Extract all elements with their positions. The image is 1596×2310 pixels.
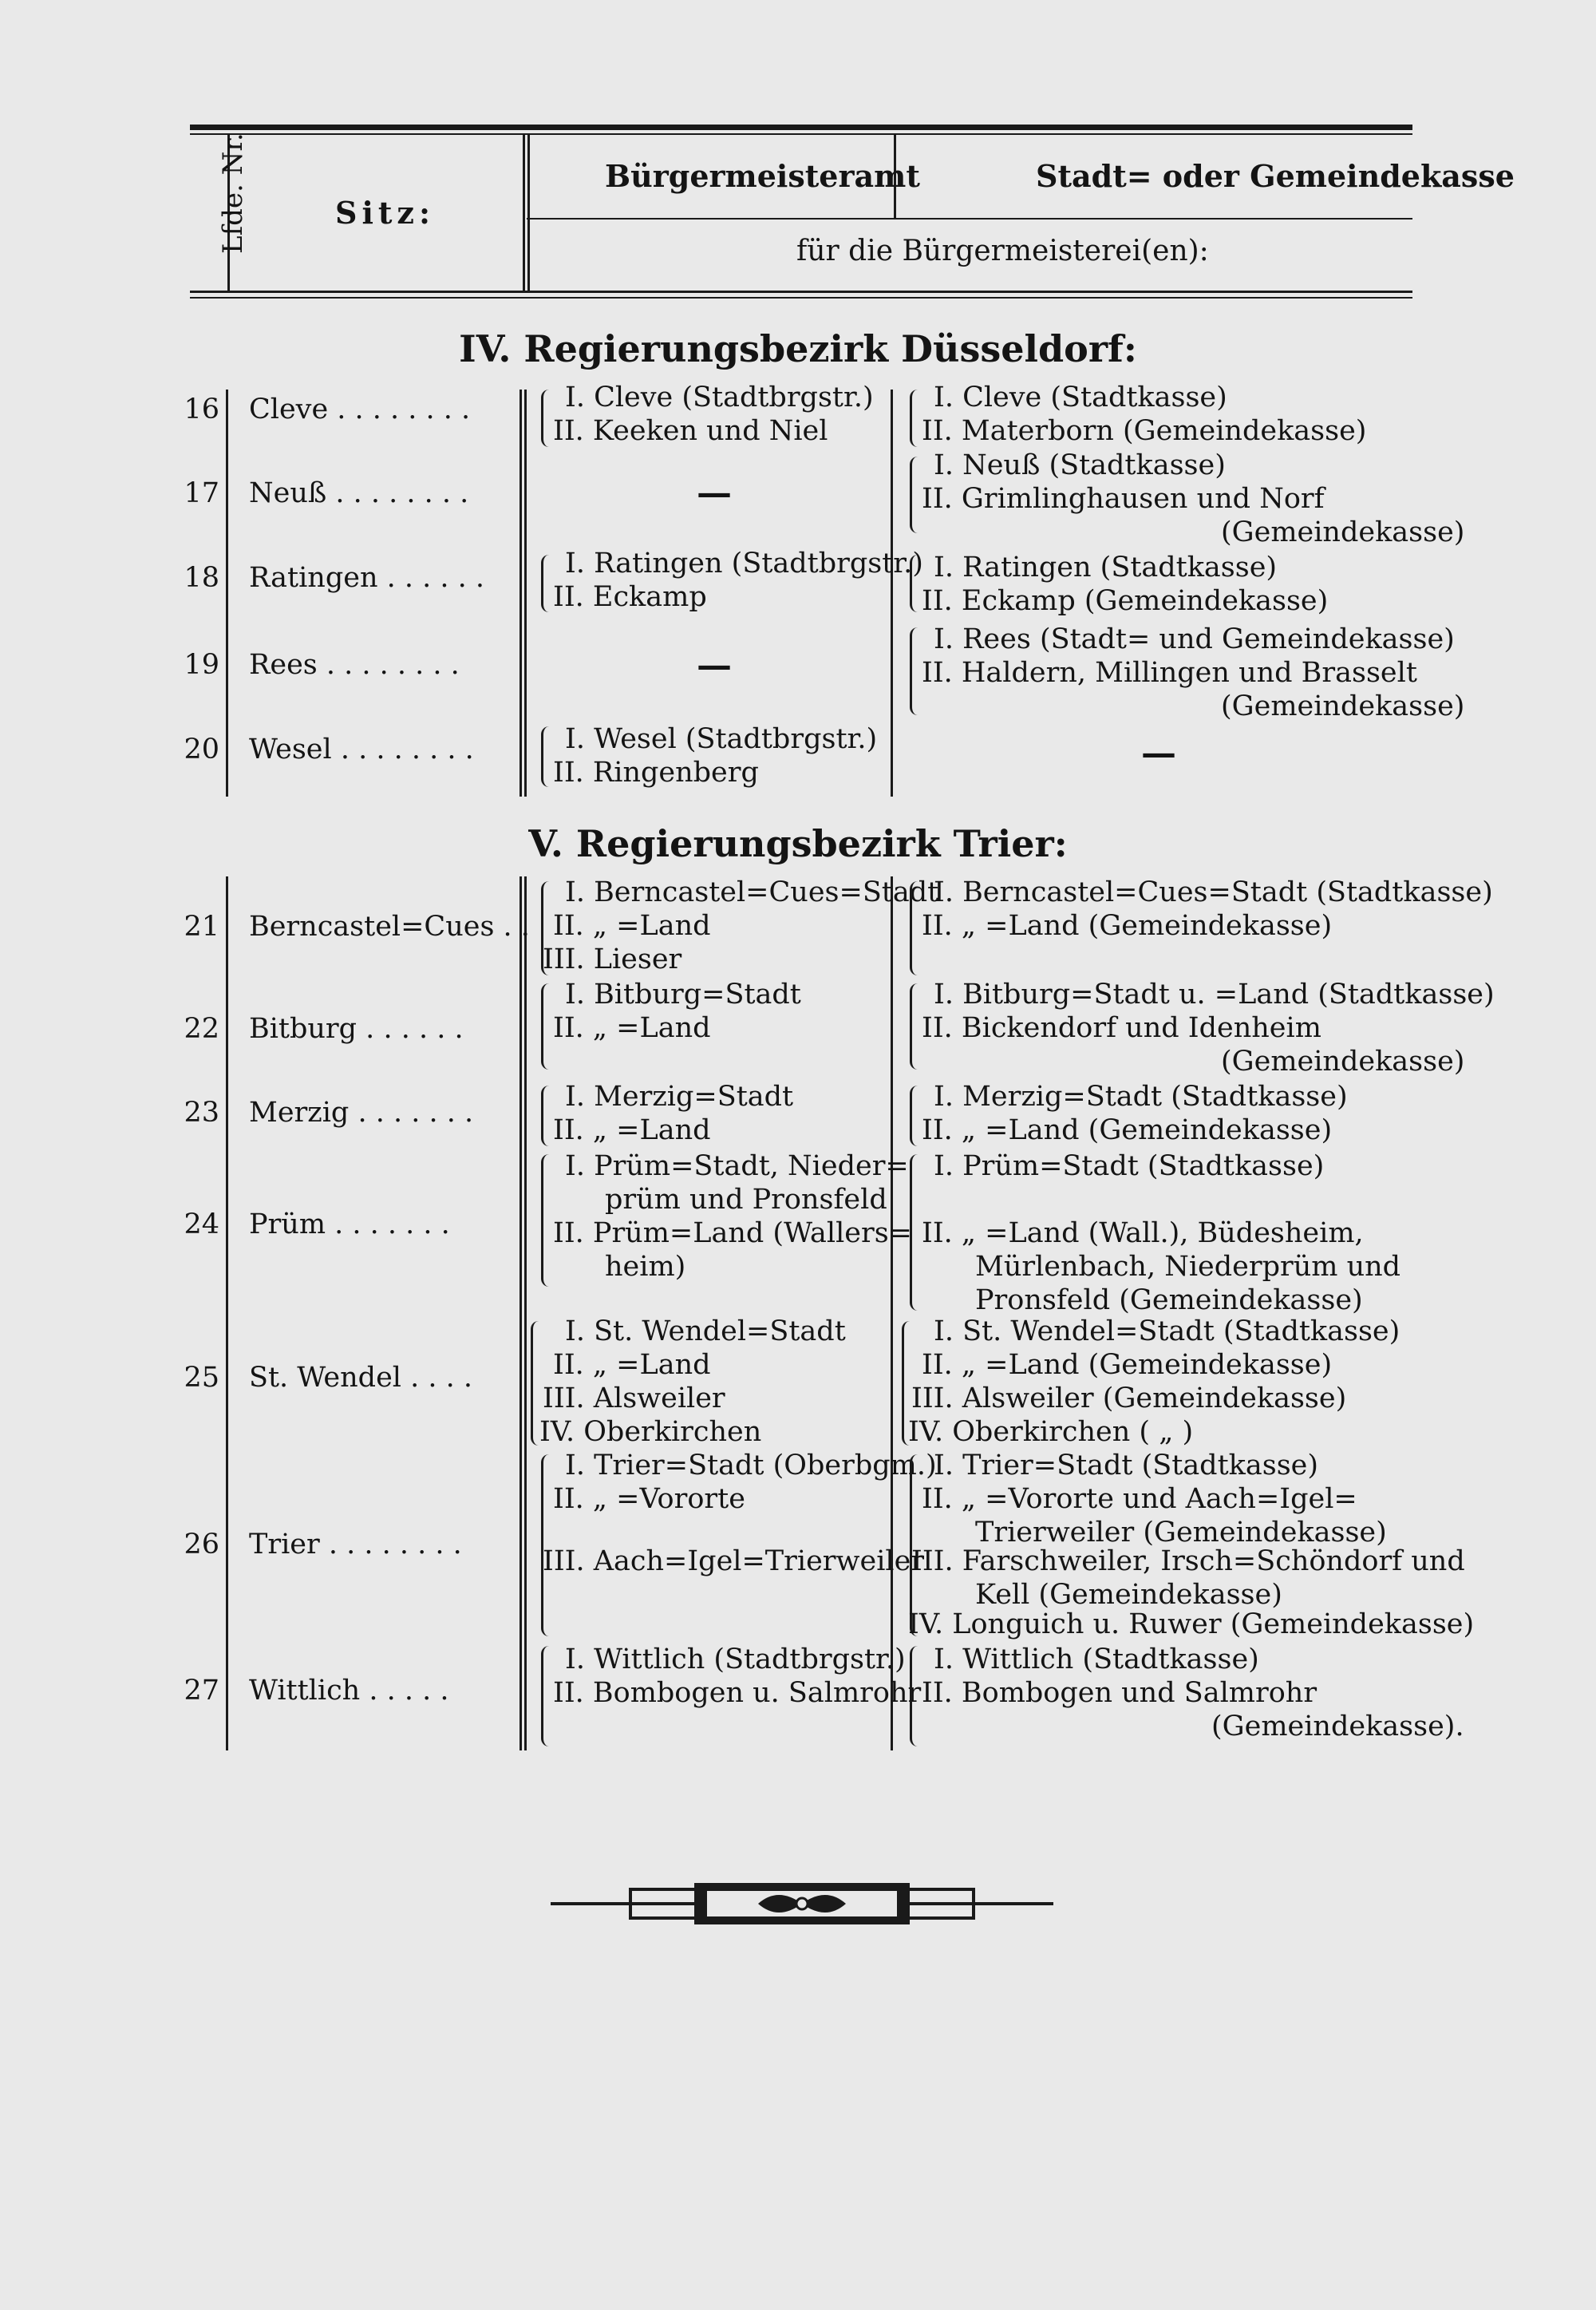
kasse-line: II. Eckamp (Gemeindekasse) [922, 585, 1329, 617]
header-bottom-rule [190, 291, 1412, 293]
amt-line: I. Cleve (Stadtbrgstr.) [565, 382, 874, 413]
amt-line: III. Alsweiler [543, 1382, 725, 1414]
row-sitz: Rees . . . . . . . . [249, 649, 460, 681]
row-sitz: St. Wendel . . . . [249, 1362, 472, 1394]
amt-dash: — [697, 645, 732, 686]
kasse-line: (Gemeindekasse) [1221, 690, 1465, 722]
kasse-line: Trierweiler (Gemeindekasse) [975, 1517, 1387, 1549]
kasse-line: III. Farschweiler, Irsch=Schöndorf und [911, 1545, 1465, 1577]
column-header-amt: Bürgermeisteramt [605, 158, 920, 194]
amt-line: II. Ringenberg [553, 757, 759, 789]
body-line-sitz-b [524, 390, 527, 797]
body-line-sitz-a [519, 390, 522, 797]
kasse-line: IV. Longuich u. Ruwer (Gemeindekasse) [908, 1608, 1475, 1640]
kasse-line: I. Cleve (Stadtkasse) [934, 382, 1227, 413]
amt-line: prüm und Pronsfeld [605, 1184, 887, 1216]
amt-line: I. Berncastel=Cues=Stadt [565, 876, 939, 908]
kasse-line: I. Bitburg=Stadt u. =Land (Stadtkasse) [934, 979, 1495, 1011]
row-sitz: Neuß . . . . . . . . [249, 477, 469, 509]
amt-line: II. „ =Vororte [553, 1483, 745, 1515]
amt-line: I. Merzig=Stadt [565, 1081, 794, 1113]
kasse-line: II. „ =Land (Gemeindekasse) [922, 1114, 1333, 1146]
column-header-sitz: Sitz: [335, 195, 436, 231]
row-number: 26 [184, 1529, 219, 1560]
header-divider-sitz [523, 134, 525, 291]
row-number: 16 [184, 394, 219, 425]
header-top-rule-thin [190, 133, 1412, 135]
row-sitz: Merzig . . . . . . . [249, 1097, 474, 1129]
amt-line: II. „ =Land [553, 910, 711, 942]
row-sitz: Bitburg . . . . . . [249, 1013, 464, 1045]
kasse-line: II. „ =Land (Gemeindekasse) [922, 1349, 1333, 1381]
row-number: 27 [184, 1675, 219, 1707]
kasse-dash: — [1141, 733, 1176, 773]
row-number: 17 [184, 477, 219, 509]
amt-line: II. „ =Land [553, 1349, 711, 1381]
row-sitz: Wittlich . . . . . [249, 1675, 449, 1707]
kasse-line: II. „ =Land (Wall.), Büdesheim, [922, 1217, 1364, 1249]
kasse-line: (Gemeindekasse) [1221, 516, 1465, 548]
kasse-line: I. Merzig=Stadt (Stadtkasse) [934, 1081, 1348, 1113]
row-sitz: Prüm . . . . . . . [249, 1208, 450, 1240]
row-number: 24 [184, 1208, 219, 1240]
kasse-line: II. Grimlinghausen und Norf [922, 483, 1325, 515]
amt-line: IV. Oberkirchen [539, 1416, 762, 1448]
header-divider-sitz-2 [527, 134, 530, 291]
header-top-rule [190, 125, 1412, 130]
amt-line: II. Bombogen u. Salmrohr [553, 1677, 922, 1709]
amt-line: I. Ratingen (Stadtbrgstr.) [565, 548, 923, 579]
row-sitz: Ratingen . . . . . . [249, 562, 484, 594]
body-line-nr [226, 390, 228, 797]
section-title-iv: IV. Regierungsbezirk Düsseldorf: [459, 327, 1137, 370]
kasse-line: II. „ =Vororte und Aach=Igel= [922, 1483, 1357, 1515]
column-header-nr: Lfde. Nr. [217, 133, 249, 254]
column-header-sub: für die Bürgermeisterei(en): [796, 235, 1209, 267]
kasse-line: I. Berncastel=Cues=Stadt (Stadtkasse) [934, 876, 1493, 908]
kasse-line: (Gemeindekasse) [1221, 1046, 1465, 1078]
amt-line: III. Aach=Igel=Trierweiler [543, 1545, 925, 1577]
amt-line: I. Wesel (Stadtbrgstr.) [565, 723, 878, 755]
header-mid-rule [527, 218, 1412, 220]
kasse-line: I. Prüm=Stadt (Stadtkasse) [934, 1150, 1325, 1182]
amt-line: III. Lieser [543, 943, 682, 975]
row-number: 20 [184, 734, 219, 765]
kasse-line: I. Trier=Stadt (Stadtkasse) [934, 1450, 1319, 1481]
kasse-line: I. St. Wendel=Stadt (Stadtkasse) [934, 1315, 1400, 1347]
section-title-v: V. Regierungsbezirk Trier: [528, 822, 1068, 865]
kasse-line: II. Haldern, Millingen und Brasselt [922, 657, 1417, 689]
row-number: 18 [184, 562, 219, 594]
row-number: 23 [184, 1097, 219, 1129]
amt-line: I. Prüm=Stadt, Nieder= [565, 1150, 909, 1182]
kasse-line: I. Neuß (Stadtkasse) [934, 449, 1226, 481]
kasse-line: II. Bickendorf und Idenheim [922, 1012, 1321, 1044]
body-line-amt-v [891, 876, 893, 1750]
amt-line: II. Keeken und Niel [553, 415, 828, 447]
body-line-nr-v [226, 876, 228, 1750]
kasse-line: II. Bombogen und Salmrohr [922, 1677, 1317, 1709]
row-sitz: Berncastel=Cues . . [249, 911, 530, 943]
amt-line: I. St. Wendel=Stadt [565, 1315, 846, 1347]
amt-line: I. Trier=Stadt (Oberbgm.) [565, 1450, 937, 1481]
kasse-line: Kell (Gemeindekasse) [975, 1579, 1282, 1611]
kasse-line: II. Materborn (Gemeindekasse) [922, 415, 1367, 447]
amt-line: heim) [605, 1251, 686, 1283]
amt-line: II. Prüm=Land (Wallers= [553, 1217, 912, 1249]
row-sitz: Wesel . . . . . . . . [249, 734, 474, 765]
kasse-line: II. „ =Land (Gemeindekasse) [922, 910, 1333, 942]
header-bottom-rule-thin [190, 297, 1412, 299]
body-line-amt [891, 390, 893, 797]
row-sitz: Cleve . . . . . . . . [249, 394, 471, 425]
amt-line: I. Bitburg=Stadt [565, 979, 801, 1011]
row-number: 21 [184, 911, 219, 943]
row-number: 25 [184, 1362, 219, 1394]
kasse-line: III. Alsweiler (Gemeindekasse) [911, 1382, 1347, 1414]
kasse-line: I. Ratingen (Stadtkasse) [934, 552, 1278, 583]
body-line-sitz-a-v [519, 876, 522, 1750]
amt-dash: — [697, 473, 732, 513]
row-number: 22 [184, 1013, 219, 1045]
kasse-line: Mürlenbach, Niederprüm und [975, 1251, 1401, 1283]
amt-line: I. Wittlich (Stadtbrgstr.) [565, 1644, 906, 1675]
amt-line: II. Eckamp [553, 581, 707, 613]
body-line-sitz-b-v [524, 876, 527, 1750]
ornament-divider-icon [551, 1880, 1053, 1928]
column-header-kasse: Stadt= oder Gemeindekasse [1036, 158, 1515, 194]
row-number: 19 [184, 649, 219, 681]
kasse-line: I. Rees (Stadt= und Gemeindekasse) [934, 623, 1455, 655]
kasse-line: Pronsfeld (Gemeindekasse) [975, 1284, 1363, 1316]
row-sitz: Trier . . . . . . . . [249, 1529, 462, 1560]
kasse-line: I. Wittlich (Stadtkasse) [934, 1644, 1259, 1675]
amt-line: II. „ =Land [553, 1114, 711, 1146]
amt-line: II. „ =Land [553, 1012, 711, 1044]
kasse-line: (Gemeindekasse). [1211, 1711, 1464, 1742]
kasse-line: IV. Oberkirchen ( „ ) [908, 1416, 1194, 1448]
